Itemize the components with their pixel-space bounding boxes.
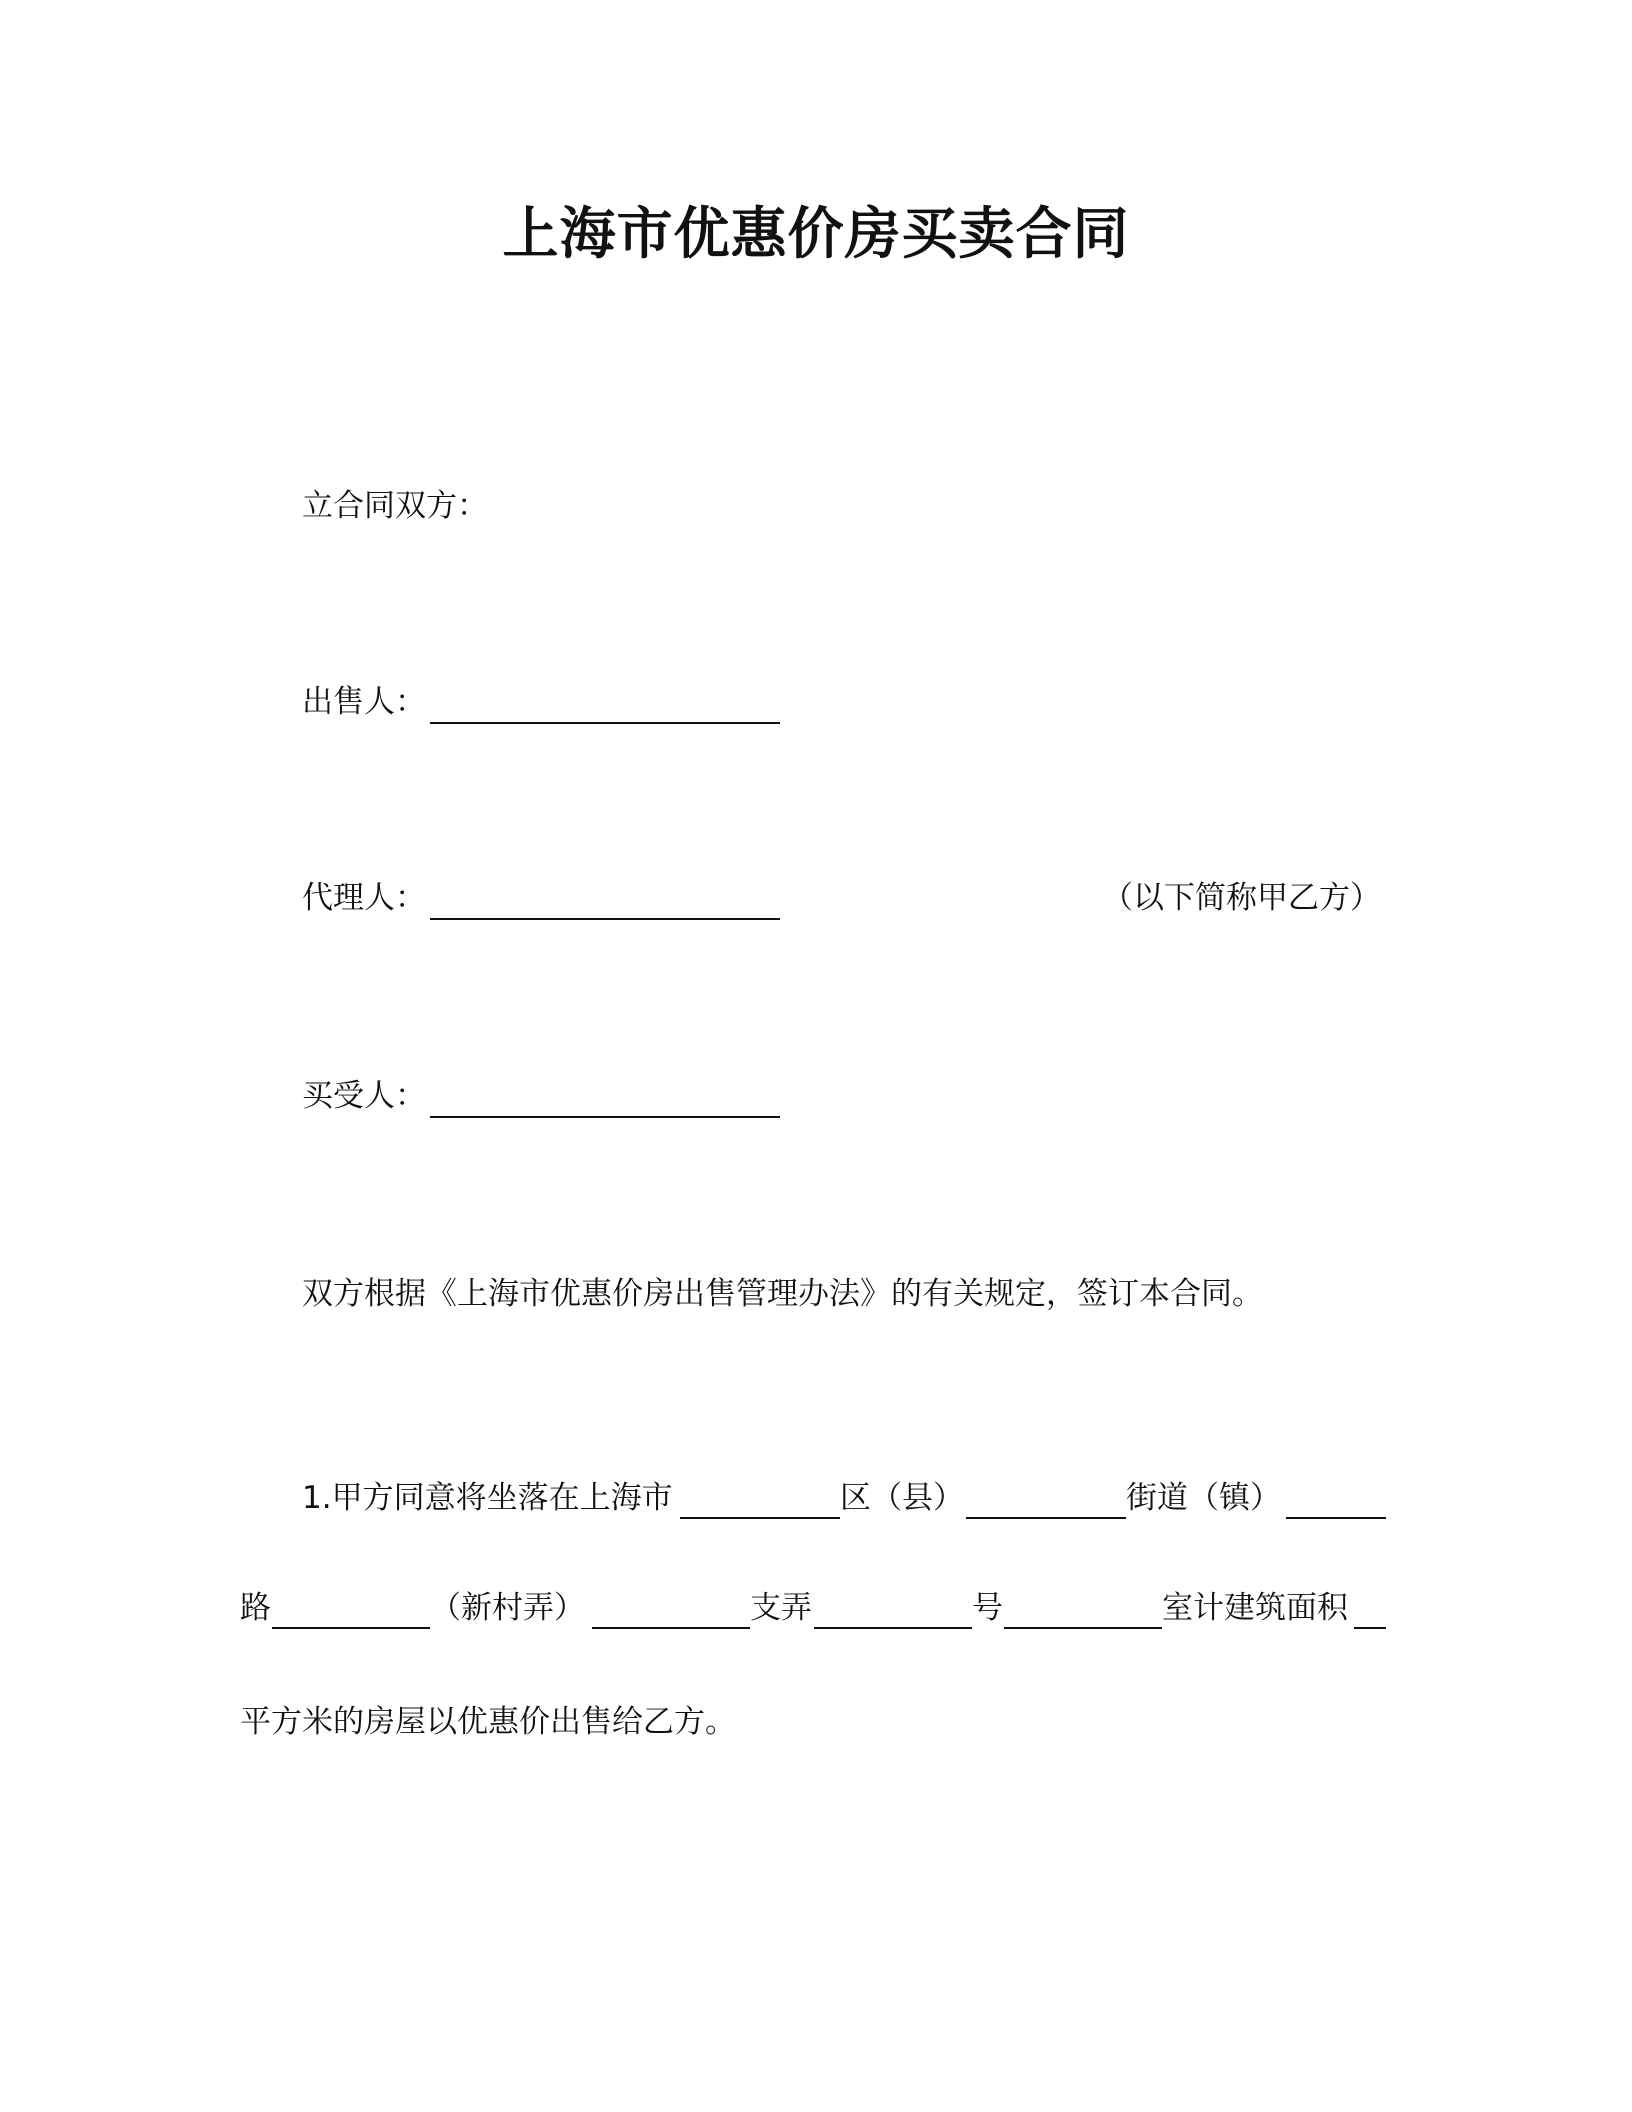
lane-blank[interactable] xyxy=(592,1627,750,1629)
clause1-part-a: 1.甲方同意将坐落在上海市 xyxy=(302,1480,673,1516)
buyer-blank[interactable] xyxy=(430,1116,780,1118)
parties-heading: 立合同双方： xyxy=(302,488,488,524)
area-blank[interactable] xyxy=(1354,1627,1386,1629)
clause1-street: 街道（镇） xyxy=(1126,1480,1281,1516)
clause1-ending: 平方米的房屋以优惠价出售给乙方。 xyxy=(240,1704,736,1740)
buyer-label: 买受人： xyxy=(302,1078,426,1114)
clause1-number: 号 xyxy=(972,1590,1003,1626)
branch-blank[interactable] xyxy=(814,1627,972,1629)
street-blank[interactable] xyxy=(1286,1517,1386,1519)
seller-blank[interactable] xyxy=(430,722,780,724)
clause1-branch: 支弄 xyxy=(750,1590,812,1626)
agent-blank[interactable] xyxy=(430,918,780,920)
road-blank[interactable] xyxy=(272,1627,430,1629)
page-title: 上海市优惠价房买卖合同 xyxy=(502,202,1130,267)
clause1-room-area: 室计建筑面积 xyxy=(1162,1590,1348,1626)
clause1-lane: （新村弄） xyxy=(430,1590,585,1626)
clause1-district: 区（县） xyxy=(840,1480,964,1516)
district-blank[interactable] xyxy=(966,1517,1126,1519)
city-district-blank[interactable] xyxy=(680,1517,840,1519)
number-blank[interactable] xyxy=(1004,1627,1162,1629)
abbrev-note: （以下简称甲乙方） xyxy=(1102,880,1381,916)
agent-label: 代理人： xyxy=(302,880,426,916)
clause1-road: 路 xyxy=(240,1590,271,1626)
seller-label: 出售人： xyxy=(302,684,426,720)
basis-sentence: 双方根据《上海市优惠价房出售管理办法》的有关规定，签订本合同。 xyxy=(302,1276,1263,1312)
